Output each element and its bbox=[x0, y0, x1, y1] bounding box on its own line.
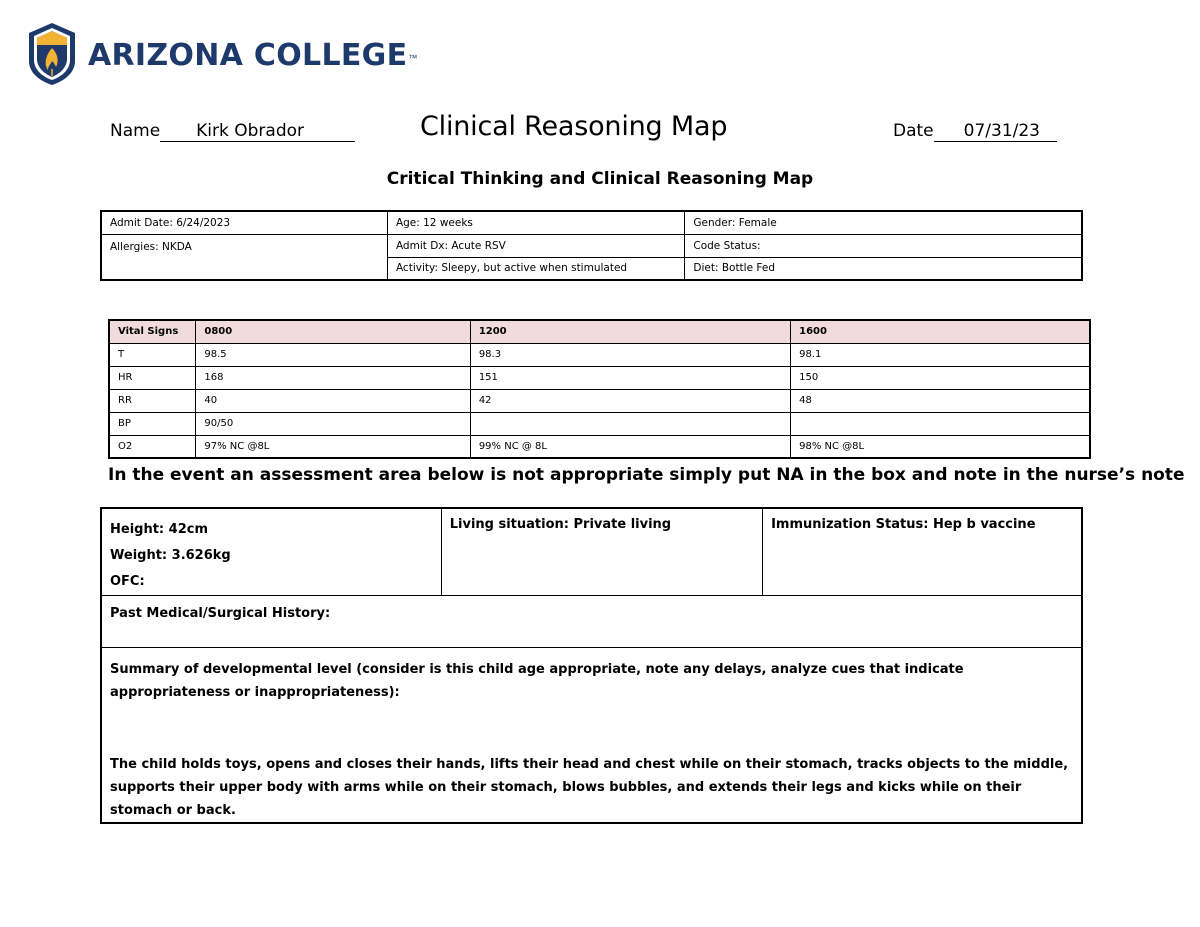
name-label: Name bbox=[110, 121, 161, 141]
vitals-header: 1200 bbox=[470, 320, 790, 343]
vitals-label: BP bbox=[109, 412, 196, 435]
vitals-value: 97% NC @8L bbox=[196, 435, 470, 458]
logo-wordmark: ARIZONA COLLEGE bbox=[88, 37, 408, 73]
gender-cell: Gender: Female bbox=[685, 211, 1082, 234]
vitals-header: 1600 bbox=[791, 320, 1090, 343]
assessment-notice: In the event an assessment area below is not appropriate simply put NA in the box and note in the nurse’s note bbox=[108, 465, 1185, 485]
vitals-value: 150 bbox=[791, 366, 1090, 389]
weight-text: Weight: 3.626kg bbox=[110, 548, 231, 563]
vitals-value: 40 bbox=[196, 389, 470, 412]
admission-info-table bbox=[100, 210, 1083, 281]
name-value: Kirk Obrador bbox=[160, 121, 355, 142]
age-cell: Age: 12 weeks bbox=[387, 211, 684, 234]
growth-measurements-cell bbox=[101, 508, 441, 596]
date-value: 07/31/23 bbox=[934, 121, 1057, 142]
date-field bbox=[893, 121, 1057, 142]
vitals-row bbox=[109, 366, 1090, 389]
vitals-value: 168 bbox=[196, 366, 470, 389]
name-field bbox=[110, 121, 355, 142]
vitals-row bbox=[109, 343, 1090, 366]
shield-flame-icon bbox=[26, 21, 78, 87]
vitals-header: Vital Signs bbox=[109, 320, 196, 343]
form-subtitle: Critical Thinking and Clinical Reasoning Map bbox=[386, 169, 814, 189]
vitals-value: 98.3 bbox=[470, 343, 790, 366]
date-label: Date bbox=[893, 121, 934, 141]
admit-dx-cell: Admit Dx: Acute RSV bbox=[387, 234, 684, 257]
code-status-cell: Code Status: bbox=[685, 234, 1082, 257]
vitals-value: 48 bbox=[791, 389, 1090, 412]
vitals-row bbox=[109, 435, 1090, 458]
vitals-value: 151 bbox=[470, 366, 790, 389]
height-text: Height: 42cm bbox=[110, 522, 208, 537]
past-history-cell: Past Medical/Surgical History: bbox=[101, 596, 1082, 648]
vitals-label: T bbox=[109, 343, 196, 366]
activity-cell: Activity: Sleepy, but active when stimulated bbox=[387, 257, 684, 280]
vitals-label: RR bbox=[109, 389, 196, 412]
college-logo bbox=[26, 20, 417, 88]
vitals-label: O2 bbox=[109, 435, 196, 458]
vitals-value: 42 bbox=[470, 389, 790, 412]
vitals-value bbox=[470, 412, 790, 435]
developmental-text: The child holds toys, opens and closes their hands, lifts their head and chest while on their stomach, tracks objects to the middle, supports their upper body with arms while on their stomach, blows bubbles, and extends their legs and kicks while on their stomach or back. bbox=[110, 757, 1069, 818]
admit-date-cell: Admit Date: 6/24/2023 bbox=[101, 211, 387, 234]
allergies-cell: Allergies: NKDA bbox=[101, 234, 387, 280]
immunization-status-cell: Immunization Status: Hep b vaccine bbox=[763, 508, 1082, 596]
vital-signs-table bbox=[108, 319, 1091, 459]
living-situation-cell: Living situation: Private living bbox=[441, 508, 762, 596]
vitals-value: 99% NC @ 8L bbox=[470, 435, 790, 458]
vitals-label: HR bbox=[109, 366, 196, 389]
vitals-value: 98.1 bbox=[791, 343, 1090, 366]
assessment-table bbox=[100, 507, 1083, 824]
diet-cell: Diet: Bottle Fed bbox=[685, 257, 1082, 280]
developmental-summary-cell bbox=[101, 648, 1082, 824]
page-title: Clinical Reasoning Map bbox=[420, 111, 728, 142]
ofc-text: OFC: bbox=[110, 574, 145, 589]
vitals-value: 98.5 bbox=[196, 343, 470, 366]
vitals-value: 90/50 bbox=[196, 412, 470, 435]
vitals-header: 0800 bbox=[196, 320, 470, 343]
vitals-value: 98% NC @8L bbox=[791, 435, 1090, 458]
vitals-row bbox=[109, 412, 1090, 435]
vitals-header-row bbox=[109, 320, 1090, 343]
vitals-row bbox=[109, 389, 1090, 412]
vitals-value bbox=[791, 412, 1090, 435]
trademark-symbol: ™ bbox=[408, 53, 418, 63]
developmental-prompt: Summary of developmental level (consider is this child age appropriate, note any delays, analyze cues that indicate appropriateness or inappropriateness): bbox=[110, 662, 964, 700]
